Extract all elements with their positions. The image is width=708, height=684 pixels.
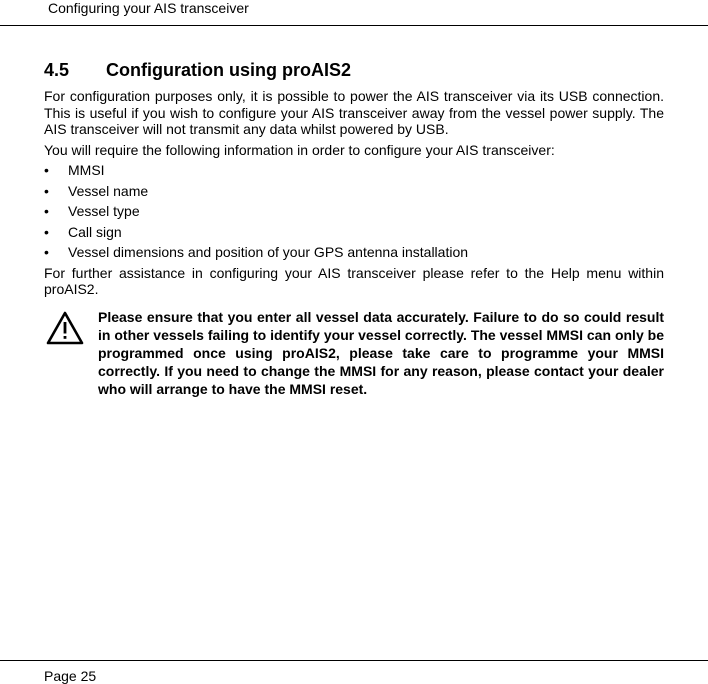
section-number: 4.5 bbox=[44, 60, 70, 80]
warning-triangle-icon bbox=[46, 311, 84, 345]
requirements-list bbox=[44, 162, 664, 261]
list-item-text: Vessel name bbox=[68, 182, 149, 199]
list-item-text: Vessel type bbox=[68, 203, 140, 219]
list-item-text: Vessel dimensions and position of your GPS antenna installation bbox=[68, 244, 469, 260]
bullet-icon: • bbox=[44, 162, 49, 178]
warning-text: Please ensure that you enter all vessel data accurately. Failure to do so could result in other vessels failing to identify your vessel correctly. The vessel MMSI can only be programmed once using proAIS2, please take care to programme your MMSI correctly. If you need to change the MMSI for any reason, please contact your dealer who will arrange to have the MMSI reset. bbox=[98, 309, 664, 397]
list-item bbox=[44, 244, 664, 261]
list-item-text: Call sign bbox=[68, 223, 122, 240]
list-item bbox=[44, 203, 664, 220]
section-heading bbox=[44, 59, 351, 81]
bullet-icon: • bbox=[44, 223, 49, 240]
intro-paragraph: For configuration purposes only, it is possible to power the AIS transceiver via its USB connection. This is useful if you wish to configure your AIS transceiver away from the vessel power supply. The AIS transceiver will not transmit any data whilst powered by USB. bbox=[44, 88, 664, 137]
list-item bbox=[44, 162, 664, 179]
list-item bbox=[44, 183, 664, 200]
bullet-icon: • bbox=[44, 203, 49, 219]
section-title: Configuration using proAIS2 bbox=[106, 60, 351, 80]
running-header: Configuring your AIS transceiver bbox=[48, 0, 249, 16]
assistance-paragraph: For further assistance in configuring your AIS transceiver please refer to the Help menu within proAIS2. bbox=[44, 264, 664, 297]
header-divider bbox=[0, 25, 708, 26]
requirements-lead-paragraph: You will require the following information in order to configure your AIS transceiver: bbox=[44, 141, 555, 158]
list-item bbox=[44, 224, 664, 241]
body-content bbox=[44, 88, 664, 302]
bullet-icon: • bbox=[44, 182, 49, 199]
page-number: Page 25 bbox=[44, 668, 97, 684]
list-item-text: MMSI bbox=[68, 162, 105, 178]
footer-divider bbox=[0, 660, 708, 661]
bullet-icon: • bbox=[44, 244, 49, 260]
warning-notice bbox=[44, 308, 664, 398]
